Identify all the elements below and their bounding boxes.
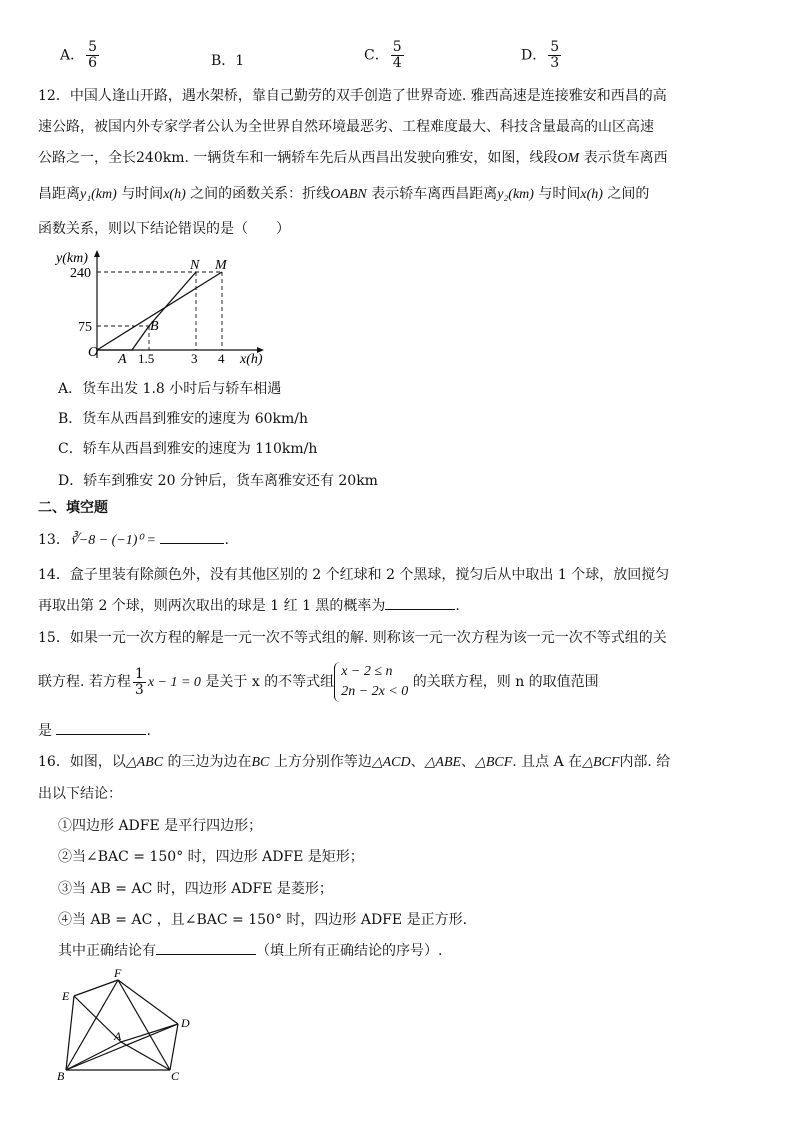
q13-answer-blank[interactable] <box>160 529 224 544</box>
y-axis-label: y(km) <box>56 251 88 266</box>
q12-line-3: 公路之一，全长240km. 一辆货车和一辆轿车先后从西昌出发驶向雅安，如图，线段OM 表示货车离西 <box>38 150 668 166</box>
q14-line-2: 再取出第 2 个球，则两次取出的球是 1 红 1 黑的概率为 . <box>38 595 460 616</box>
section-heading: 二、填空题 <box>38 500 108 516</box>
seg-bd <box>66 1024 178 1070</box>
point-f: F <box>114 966 122 980</box>
q16-answer-line: 其中正确结论有 （填上所有正确结论的序号）. <box>58 940 442 960</box>
q11-option-a: A． $\frac{5}{6}$ <box>60 39 98 71</box>
q16-line-1: 16．如图，以△ABC 的三边为边在BC 上方分别作等边△ACD、△ABE、△BCF. 且点 A 在△BCF内部. 给 <box>38 754 671 770</box>
q16-conclusion-3: ③当 AB = AC 时，四边形 ADFE 是菱形； <box>58 881 333 897</box>
y-axis-arrow <box>94 250 100 257</box>
q12-option-d: D．轿车到雅安 20 分钟后，货车离雅安还有 20km <box>58 473 378 489</box>
seg-ef <box>74 980 118 996</box>
q11-option-b: B．1 <box>211 53 245 69</box>
q12-graph <box>52 248 292 368</box>
x-tick-3: 3 <box>191 351 198 366</box>
y-tick-240: 240 <box>70 266 91 281</box>
y-tick-75: 75 <box>78 320 92 335</box>
point-c: C <box>171 1069 180 1083</box>
point-o: O <box>88 345 99 360</box>
point-e: E <box>62 989 70 1003</box>
q12-option-a: A．货车出发 1.8 小时后与轿车相遇 <box>58 381 282 397</box>
q16-answer-blank[interactable] <box>156 940 256 955</box>
q12-line-5: 函数关系，则以下结论错误的是（ ） <box>38 221 290 237</box>
q16-line-2: 出以下结论： <box>38 786 122 802</box>
q11-option-c: C． $\frac{5}{4}$ <box>364 39 402 71</box>
q12-line-2: 速公路，被国内外专家学者公认为全世界自然环境最恶劣、工程难度最大、科技含量最高的山区高速 <box>38 119 654 135</box>
q12-option-b: B．货车从西昌到雅安的速度为 60km/h <box>58 411 309 427</box>
x-tick-4: 4 <box>218 351 225 366</box>
q16-figure <box>54 966 204 1086</box>
segment-om <box>97 272 222 350</box>
q16-conclusion-1: ①四边形 ADFE 是平行四边形； <box>58 818 263 834</box>
q15-line-1: 15．如果一元一次方程的解是一元一次不等式组的解. 则称该一元一次方程为该一元一次不等式组的关 <box>38 630 667 646</box>
point-n: N <box>190 258 200 273</box>
q15-answer-blank[interactable] <box>56 720 146 735</box>
seg-fd <box>118 980 178 1024</box>
x-tick-1-5: 1.5 <box>138 351 155 366</box>
point-b: B <box>57 1069 65 1083</box>
seg-ca <box>121 1042 170 1070</box>
seg-da <box>121 1024 178 1042</box>
q14-answer-blank[interactable] <box>385 595 455 610</box>
seg-fc <box>118 980 170 1070</box>
polyline-oabn <box>97 272 196 350</box>
q15-line-3: 是 . <box>38 720 151 741</box>
q16-conclusion-4: ④当 AB = AC ，且∠BAC = 150° 时，四边形 ADFE 是正方形. <box>58 912 468 928</box>
q12-option-c: C．轿车从西昌到雅安的速度为 110km/h <box>58 441 318 457</box>
x-axis-label: x(h) <box>240 352 263 367</box>
point-d: D <box>181 1016 190 1030</box>
q14-line-1: 14．盒子里装有除颜色外，没有其他区别的 2 个红球和 2 个黑球，搅匀后从中取出 1 个球，放回搅匀 <box>38 567 670 583</box>
seg-dc <box>170 1024 178 1070</box>
q15-inequality-system: x − 2 ≤ n 2n − 2x < 0 <box>334 662 408 702</box>
point-a: A <box>114 1029 122 1043</box>
q11-option-d: D． $\frac{5}{3}$ <box>521 39 560 71</box>
q15-line-2: 联方程. 若方程 $\frac{1}{3}$ x − 1 = 0 是关于 x 的不等式组 x − 2 ≤ n 2n − 2x < 0 的关联方程，则 n 的取值范围 <box>38 662 599 702</box>
q12-line-1: 12．中国人逢山开路，遇水架桥，靠自己勤劳的双手创造了世界奇迹. 雅西高速是连接雅安和西昌的高 <box>38 88 667 104</box>
q16-conclusion-2: ②当∠BAC = 150° 时，四边形 ADFE 是矩形； <box>58 849 364 865</box>
point-b: B <box>150 319 159 334</box>
point-m: M <box>215 258 227 273</box>
q13: 13．∛−8 − (−1)⁰ = . <box>38 529 229 551</box>
q12-line-4: 昌距离y₁(km) 与时间x(h) 之间的函数关系：折线OABN 表示轿车离西昌距离y₂(km) 与时间x(h) 之间的 <box>38 186 650 202</box>
point-a: A <box>118 352 127 367</box>
